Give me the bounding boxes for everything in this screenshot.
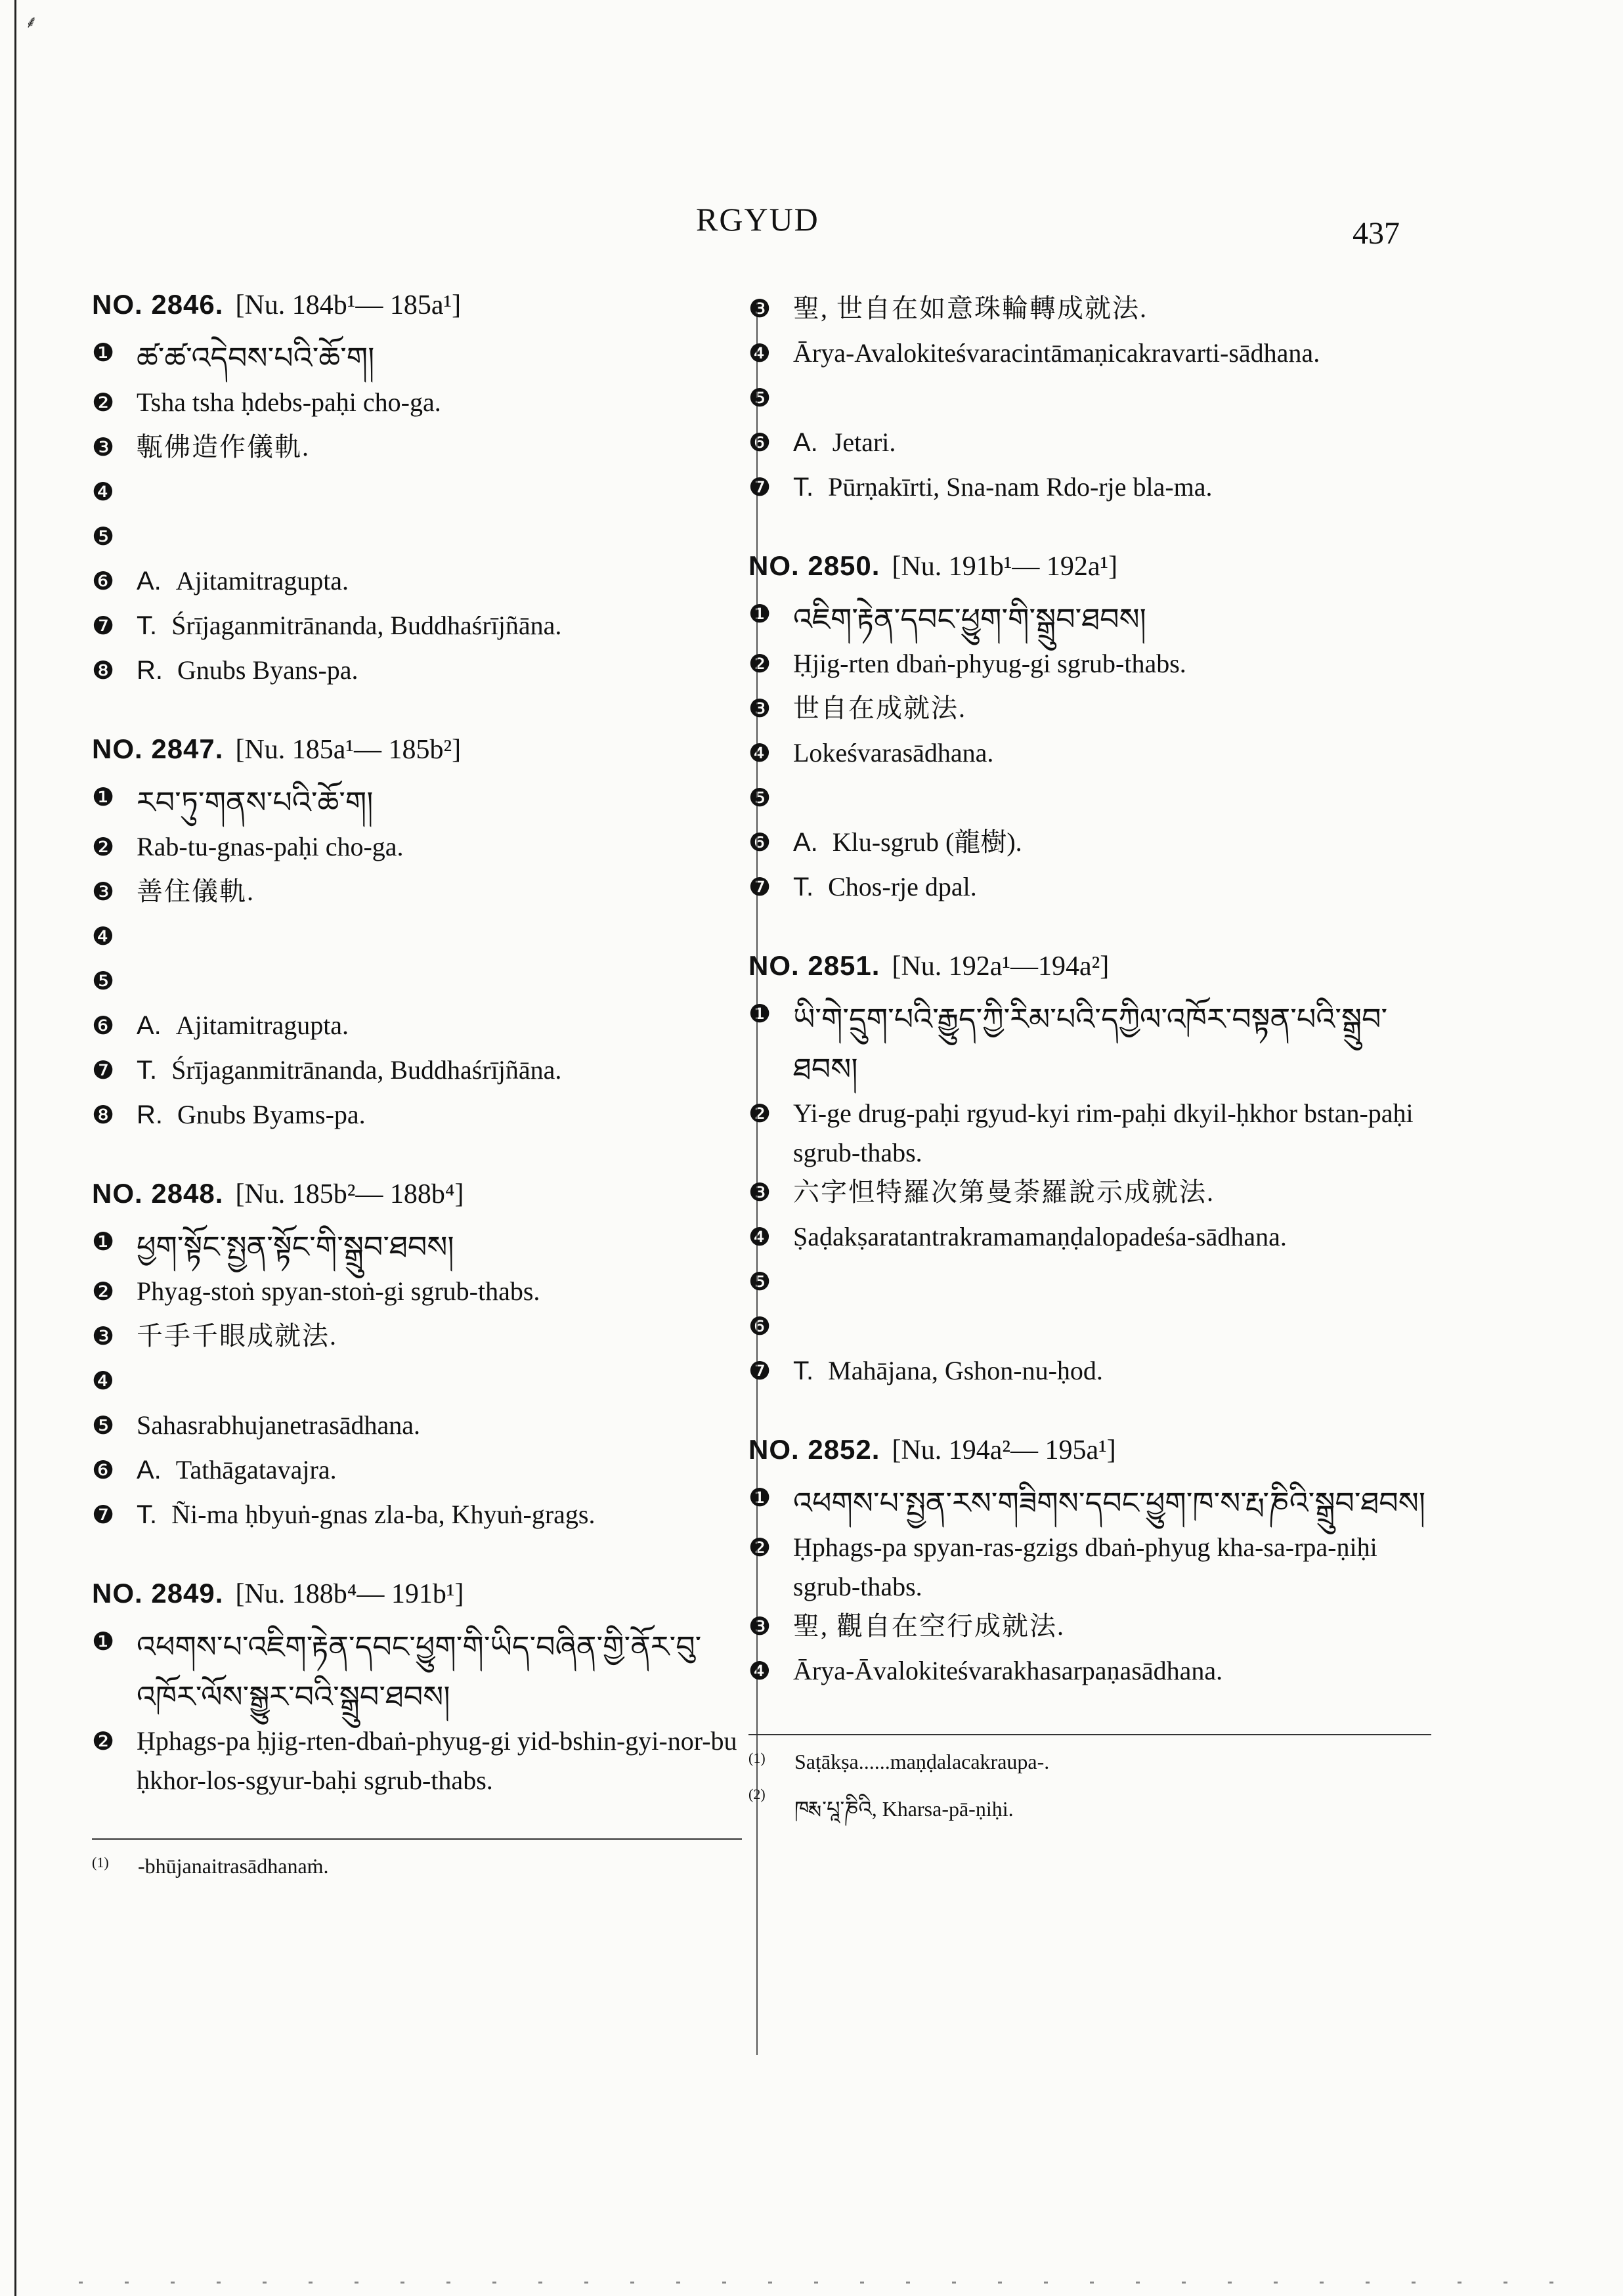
footnote-text: -bhūjanaitrasādhanaṁ.: [138, 1854, 329, 1878]
item-text: 甎佛造作儀軌.: [137, 432, 310, 462]
folio-reference: [Nu. 192a¹—194a²]: [892, 951, 1110, 982]
entry-line: [92, 472, 742, 517]
entry-number: NO. 2847.: [92, 733, 224, 764]
footnote-mark: (1): [92, 1854, 109, 1871]
entry-line: [748, 1607, 1431, 1651]
item-number: ❺: [92, 1411, 115, 1440]
footnote-rule: [748, 1734, 1431, 1735]
entry-heading: [92, 289, 742, 321]
item-number: ❺: [748, 1267, 771, 1296]
item-text: T. Śrījaganmitrānanda, Buddhaśrījñāna.: [137, 1055, 562, 1085]
entry-number: NO. 2846.: [92, 289, 224, 320]
entry-heading: [92, 733, 742, 766]
footnote-rule: [92, 1838, 742, 1840]
item-number: ❺: [92, 522, 115, 551]
item-text: T. Chos-rje dpal.: [793, 872, 977, 901]
entry-line: [92, 1316, 742, 1361]
item-text: Ḥphags-pa spyan-ras-gzigs dbaṅ-phyug kha-sa-rpa-ṇiḥi sgrub-thabs.: [793, 1532, 1377, 1601]
item-number: ❹: [748, 339, 771, 368]
entry-line: [748, 1307, 1431, 1351]
item-number: ❺: [748, 783, 771, 812]
item-number: ❺: [92, 966, 115, 995]
scan-noise: [79, 2282, 1576, 2284]
role-label: T.: [137, 1056, 158, 1085]
catalog-entry: [92, 1178, 742, 1540]
item-text: 善住儀軌.: [137, 877, 255, 906]
item-number: ❷: [92, 833, 115, 861]
item-text: Lokeśvarasādhana.: [793, 738, 994, 768]
item-text: Phyag-stoṅ spyan-stoṅ-gi sgrub-thabs.: [137, 1276, 540, 1306]
item-number: ❸: [92, 877, 115, 906]
item-text: R. Gnubs Byams-pa.: [137, 1100, 366, 1129]
catalog-entry: [92, 733, 742, 1140]
running-header: RGYUD: [696, 201, 819, 238]
item-text: 聖, 世自在如意珠輪轉成就法.: [793, 293, 1148, 323]
item-number: ❻: [92, 1011, 115, 1040]
item-number: ❻: [748, 1312, 771, 1341]
catalog-entry: [92, 1578, 742, 1800]
role-label: A.: [793, 828, 818, 857]
item-number: ❼: [748, 873, 771, 901]
entry-line: [748, 1651, 1431, 1696]
entry-line: [92, 777, 742, 827]
entry-line: [748, 594, 1431, 644]
role-label: A.: [137, 1011, 162, 1040]
item-number: ❷: [748, 1533, 771, 1562]
item-text: Ḥjig-rten dbaṅ-phyug-gi sgrub-thabs.: [793, 649, 1186, 678]
item-text: 千手千眼成就法.: [137, 1321, 337, 1351]
item-number: ❹: [92, 1366, 115, 1395]
item-number: ❻: [92, 1456, 115, 1484]
entry-line: [748, 423, 1431, 467]
left-column: [92, 289, 742, 1890]
role-label: T.: [793, 473, 814, 502]
item-text: T. Pūrṇakīrti, Sna-nam Rdo-rje bla-ma.: [793, 472, 1213, 502]
item-text: 六字怛特羅次第曼荼羅說示成就法.: [793, 1177, 1215, 1207]
entry-line: [92, 827, 742, 872]
entry-line: [748, 778, 1431, 823]
entry-line: [92, 1095, 742, 1140]
folio-reference: [Nu. 185a¹— 185b²]: [235, 735, 462, 765]
item-text: 聖, 觀自在空行成就法.: [793, 1611, 1065, 1641]
item-number: ❷: [748, 1099, 771, 1128]
role-label: A.: [793, 428, 818, 457]
page-edge-rule: [14, 0, 16, 2296]
item-text: Ārya-Avalokiteśvaracintāmaṇicakravarti-sādhana.: [793, 338, 1320, 368]
item-text: T. Mahājana, Gshon-nu-ḥod.: [793, 1356, 1103, 1385]
item-text: རབ་ཏུ་གནས་པའི་ཆོ་ག།: [137, 785, 374, 820]
footnote: [92, 1854, 742, 1878]
item-number: ❹: [92, 922, 115, 951]
item-number: ❶: [92, 1227, 115, 1256]
entry-line: [748, 1528, 1431, 1607]
entry-line: [92, 561, 742, 606]
folio-reference: [Nu. 188b⁴— 191b¹]: [235, 1579, 464, 1609]
item-number: ❼: [748, 473, 771, 502]
entry-heading: [92, 1578, 742, 1610]
item-number: ❹: [748, 739, 771, 768]
item-text: འཕགས་པ་འཇིག་རྟེན་དབང་ཕྱུག་གི་ཡིད་བཞིན་གྱི་ནོར་བུ་འཁོར་ལོས་སྒྱུར་བའི་སྒྲུབ་ཐབས།: [137, 1629, 702, 1714]
item-text: R. Gnubs Byans-pa.: [137, 655, 358, 685]
entry-line: [92, 383, 742, 427]
entry-number: NO. 2852.: [748, 1434, 880, 1465]
item-text: T. Śrījaganmitrānanda, Buddhaśrījñāna.: [137, 611, 562, 640]
item-number: ❸: [748, 694, 771, 723]
role-label: T.: [793, 1356, 814, 1385]
entry-heading: [92, 1178, 742, 1210]
item-number: ❶: [92, 1627, 115, 1656]
item-number: ❶: [92, 783, 115, 812]
entry-heading: [748, 550, 1431, 582]
entry-line: [748, 733, 1431, 778]
item-number: ❼: [92, 611, 115, 640]
item-number: ❽: [92, 656, 115, 685]
item-text: ཡི་གེ་དྲུག་པའི་རྒྱུད་ཀྱི་རིམ་པའི་དཀྱིལ་འཁོར་བསྟན་པའི་སྒྲུབ་ཐབས།: [793, 1001, 1388, 1087]
item-text: Ṣaḍakṣaratantrakramamaṇḍalopadeśa-sādhana.: [793, 1222, 1287, 1251]
role-label: R.: [137, 656, 163, 685]
entry-line: [92, 1722, 742, 1800]
entry-line: [748, 334, 1431, 378]
item-number: ❽: [92, 1100, 115, 1129]
entry-number: NO. 2850.: [748, 550, 880, 581]
entry-line: [92, 1622, 742, 1722]
entry-line: [92, 1051, 742, 1095]
item-text: Tsha tsha ḥdebs-paḥi cho-ga.: [137, 387, 441, 417]
entry-number: NO. 2848.: [92, 1178, 224, 1209]
footnote-mark: (1): [748, 1750, 766, 1766]
item-number: ❻: [748, 828, 771, 857]
item-text: Sahasrabhujanetrasādhana.: [137, 1410, 421, 1440]
role-label: A.: [137, 567, 162, 596]
item-text: 世自在成就法.: [793, 693, 966, 723]
item-text: Ārya-Āvalokiteśvarakhasarpaṇasādhana.: [793, 1656, 1223, 1685]
item-text: A. Tathāgatavajra.: [137, 1455, 337, 1484]
folio-reference: [Nu. 194a²— 195a¹]: [892, 1435, 1116, 1465]
entry-line: [92, 961, 742, 1006]
item-number: ❻: [92, 567, 115, 596]
continued-entry: [748, 289, 1431, 512]
item-number: ❶: [748, 999, 771, 1028]
folio-reference: [Nu. 191b¹— 192a¹]: [892, 552, 1118, 582]
entry-line: [748, 1217, 1431, 1262]
entry-line: [92, 1450, 742, 1495]
role-label: R.: [137, 1100, 163, 1129]
item-text: འཇིག་རྟེན་དབང་ཕྱུག་གི་སྒྲུབ་ཐབས།: [793, 601, 1146, 637]
entry-line: [748, 1173, 1431, 1217]
item-text: ཚ་ཚ་འདེབས་པའི་ཆོ་ག།: [137, 340, 375, 376]
role-label: T.: [137, 611, 158, 640]
item-number: ❶: [748, 1483, 771, 1512]
entry-line: [92, 1006, 742, 1051]
entry-line: [748, 467, 1431, 512]
item-text: A. Ajitamitragupta.: [137, 566, 349, 596]
folio-reference: [Nu. 185b²— 188b⁴]: [235, 1179, 464, 1209]
catalog-entry: [748, 1434, 1431, 1696]
item-text: Rab-tu-gnas-paḥi cho-ga.: [137, 832, 404, 861]
entry-line: [748, 644, 1431, 689]
item-number: ❷: [748, 649, 771, 678]
entry-line: [92, 333, 742, 383]
entry-heading: [748, 950, 1431, 982]
item-number: ❸: [748, 1612, 771, 1641]
item-text: A. Jetari.: [793, 427, 896, 457]
catalog-entry: [748, 550, 1431, 912]
entry-line: [92, 1272, 742, 1316]
item-number: ❺: [748, 383, 771, 412]
scan-mark-icon: ⸙: [25, 12, 38, 32]
entry-line: [92, 1495, 742, 1540]
item-number: ❸: [92, 1322, 115, 1351]
item-text: T. Ñi-ma ḥbyuṅ-gnas zla-ba, Khyuṅ-grags.: [137, 1500, 595, 1529]
item-number: ❸: [748, 1178, 771, 1207]
right-column: [748, 289, 1431, 1857]
footnote-text: Saṭākṣa......maṇḍalacakraupa-.: [794, 1750, 1050, 1773]
entry-line: [92, 1361, 742, 1406]
item-number: ❷: [92, 1277, 115, 1306]
entry-line: [748, 689, 1431, 733]
item-number: ❶: [748, 599, 771, 628]
footnote-mark: (2): [748, 1786, 766, 1802]
entry-number: NO. 2849.: [92, 1578, 224, 1609]
entry-line: [748, 1262, 1431, 1307]
entry-line: [748, 1094, 1431, 1173]
entry-line: [748, 1351, 1431, 1396]
catalog-entry: [748, 950, 1431, 1396]
role-label: A.: [137, 1456, 162, 1484]
item-number: ❹: [92, 477, 115, 506]
role-label: T.: [793, 873, 814, 901]
entry-line: [92, 651, 742, 695]
entry-line: [92, 1222, 742, 1272]
entry-line: [92, 517, 742, 561]
item-number: ❷: [92, 388, 115, 417]
folio-reference: [Nu. 184b¹— 185a¹]: [235, 290, 462, 320]
item-number: ❼: [748, 1356, 771, 1385]
entry-number: NO. 2851.: [748, 950, 880, 981]
item-text: Yi-ge drug-paḥi rgyud-kyi rim-paḥi dkyil-ḥkhor bstan-paḥi sgrub-thabs.: [793, 1098, 1414, 1167]
item-text: འཕགས་པ་སྤྱན་རས་གཟིགས་དབང་ཕྱུག་ཁ་ས་རྤ་ཎིའི་སྒྲུབ་ཐབས།: [793, 1485, 1426, 1521]
role-label: T.: [137, 1500, 158, 1529]
item-text: A. Ajitamitragupta.: [137, 1010, 349, 1040]
item-text: Ḥphags-pa ḥjig-rten-dbaṅ-phyug-gi yid-bshin-gyi-nor-bu ḥkhor-los-sgyur-baḥi sgrub-thabs.: [137, 1726, 737, 1795]
item-number: ❷: [92, 1727, 115, 1756]
entry-line: [748, 1478, 1431, 1528]
item-number: ❼: [92, 1056, 115, 1085]
item-text: ཕྱག་སྟོང་སྤྱན་སྟོང་གི་སྒྲུབ་ཐབས།: [137, 1229, 454, 1265]
page-number: 437: [1352, 216, 1400, 251]
catalog-entry: [92, 289, 742, 695]
entry-line: [92, 872, 742, 917]
entry-line: [92, 917, 742, 961]
entry-line: [92, 427, 742, 472]
entry-line: [748, 378, 1431, 423]
entry-heading: [748, 1434, 1431, 1466]
item-number: ❼: [92, 1500, 115, 1529]
entry-line: [748, 289, 1431, 334]
entry-line: [748, 867, 1431, 912]
footnote: [748, 1786, 1431, 1845]
footnote: [748, 1750, 1431, 1774]
entry-line: [92, 1406, 742, 1450]
item-number: ❸: [748, 294, 771, 323]
item-number: ❶: [92, 338, 115, 367]
entry-line: [748, 994, 1431, 1094]
item-number: ❹: [748, 1223, 771, 1251]
footnote-text: ཁརྶ་པཱ་ཎིའི, Kharsa-pā-ṇiḥi.: [794, 1797, 1014, 1821]
item-number: ❻: [748, 428, 771, 457]
item-text: A. Klu-sgrub (龍樹).: [793, 827, 1022, 857]
entry-line: [748, 823, 1431, 867]
item-number: ❸: [92, 433, 115, 462]
entry-line: [92, 606, 742, 651]
item-number: ❹: [748, 1657, 771, 1685]
